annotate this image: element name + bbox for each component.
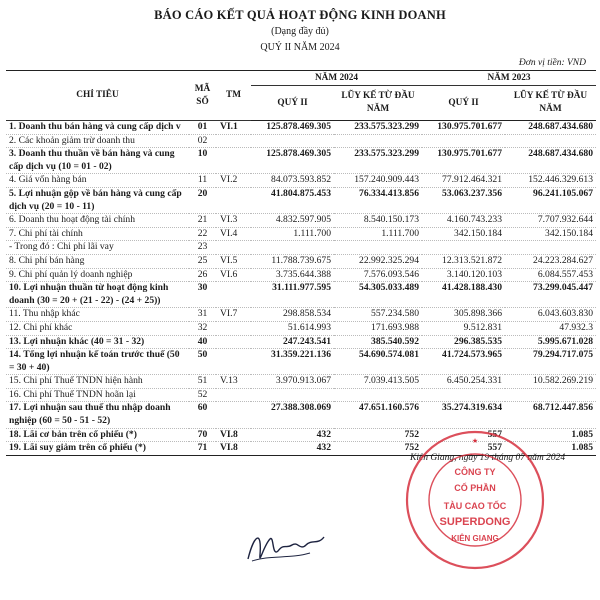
row-ytd-2024 [334, 134, 422, 148]
row-note: VI.8 [216, 442, 251, 456]
row-ytd-2023: 10.582.269.219 [505, 375, 596, 389]
table-row [6, 174, 596, 188]
header-year-2023: NĂM 2023 [422, 71, 596, 86]
row-indicator: 11. Thu nhập khác [6, 308, 189, 322]
row-indicator: 14. Tổng lợi nhuận kế toán trước thuế (50 = 30 + 40) [6, 349, 189, 375]
row-ytd-2023: 73.299.045.447 [505, 282, 596, 308]
row-note [216, 282, 251, 308]
row-q2-2024: 27.388.308.069 [251, 402, 334, 428]
row-indicator: 4. Giá vốn hàng bán [6, 174, 189, 188]
header-note: TM [216, 71, 251, 121]
row-ytd-2024: 385.540.592 [334, 335, 422, 349]
row-ytd-2023 [505, 241, 596, 255]
seal-text-line: KIÊN GIANG [451, 534, 499, 543]
row-note: VI.8 [216, 428, 251, 442]
row-note [216, 335, 251, 349]
row-code: 26 [189, 268, 216, 282]
row-ytd-2023: 47.932.3 [505, 321, 596, 335]
row-code: 10 [189, 148, 216, 174]
row-q2-2023: 41.724.573.965 [422, 349, 505, 375]
row-ytd-2024: 54.305.033.489 [334, 282, 422, 308]
row-q2-2024: 3.735.644.388 [251, 268, 334, 282]
row-q2-2023: 77.912.464.321 [422, 174, 505, 188]
row-q2-2023: 6.450.254.331 [422, 375, 505, 389]
row-note [216, 241, 251, 255]
row-q2-2023: 557 [422, 442, 505, 456]
currency-unit: Đơn vị tiền: VND [518, 58, 586, 68]
row-ytd-2024: 1.111.700 [334, 227, 422, 241]
row-ytd-2024: 47.651.160.576 [334, 402, 422, 428]
row-code: 30 [189, 282, 216, 308]
row-ytd-2023: 5.995.671.028 [505, 335, 596, 349]
row-ytd-2023: 248.687.434.680 [505, 121, 596, 135]
row-ytd-2023: 248.687.434.680 [505, 148, 596, 174]
row-code: 60 [189, 402, 216, 428]
report-subtitle: (Dạng đầy đủ) [271, 26, 329, 37]
row-q2-2024 [251, 134, 334, 148]
row-indicator: 7. Chi phí tài chính [6, 227, 189, 241]
row-indicator: 19. Lãi suy giảm trên cổ phiếu (*) [6, 442, 189, 456]
table-row [6, 335, 596, 349]
table-row [6, 321, 596, 335]
row-q2-2024 [251, 241, 334, 255]
row-note [216, 148, 251, 174]
row-q2-2024 [251, 388, 334, 402]
row-note: V.13 [216, 375, 251, 389]
row-q2-2024: 4.832.597.905 [251, 214, 334, 228]
header-year-2024: NĂM 2024 [251, 71, 422, 86]
row-ytd-2024: 7.576.093.546 [334, 268, 422, 282]
row-q2-2023: 130.975.701.677 [422, 121, 505, 135]
row-q2-2024: 125.878.469.305 [251, 148, 334, 174]
row-q2-2024: 51.614.993 [251, 321, 334, 335]
row-q2-2024: 1.111.700 [251, 227, 334, 241]
row-q2-2023: 9.512.831 [422, 321, 505, 335]
report-date: Kiên Giang, ngày 19 tháng 07 năm 2024 [410, 453, 566, 463]
row-q2-2024: 31.359.221.136 [251, 349, 334, 375]
row-note [216, 349, 251, 375]
row-code: 50 [189, 349, 216, 375]
row-ytd-2024: 22.992.325.294 [334, 254, 422, 268]
row-indicator: 17. Lợi nhuận sau thuế thu nhập doanh nghiệp (60 = 50 - 51 - 52) [6, 402, 189, 428]
row-ytd-2024: 54.690.574.081 [334, 349, 422, 375]
row-indicator: 18. Lãi cơ bản trên cổ phiếu (*) [6, 428, 189, 442]
table-row [6, 214, 596, 228]
seal-text-line: CÔNG TY [454, 467, 496, 477]
row-note: VI.2 [216, 174, 251, 188]
row-ytd-2023: 342.150.184 [505, 227, 596, 241]
seal-text-line: TÀU CAO TỐC [443, 501, 507, 511]
row-q2-2023: 305.898.366 [422, 308, 505, 322]
row-q2-2023 [422, 134, 505, 148]
row-note: VI.1 [216, 121, 251, 135]
header-code: MÃ SỐ [189, 71, 216, 121]
row-ytd-2024: 752 [334, 442, 422, 456]
row-q2-2024: 84.073.593.852 [251, 174, 334, 188]
table-row [6, 227, 596, 241]
row-ytd-2024: 7.039.413.505 [334, 375, 422, 389]
row-ytd-2023: 24.223.284.627 [505, 254, 596, 268]
row-code: 02 [189, 134, 216, 148]
header-indicator: CHỈ TIÊU [6, 71, 189, 121]
row-ytd-2023: 96.241.105.067 [505, 187, 596, 213]
row-q2-2024: 41.804.875.453 [251, 187, 334, 213]
row-ytd-2023 [505, 134, 596, 148]
row-ytd-2023: 6.043.603.830 [505, 308, 596, 322]
row-ytd-2023: 6.084.557.453 [505, 268, 596, 282]
row-q2-2023: 296.385.535 [422, 335, 505, 349]
row-note [216, 134, 251, 148]
row-q2-2024: 11.788.739.675 [251, 254, 334, 268]
row-q2-2023: 53.063.237.356 [422, 187, 505, 213]
row-code: 20 [189, 187, 216, 213]
table-row [6, 282, 596, 308]
row-ytd-2024: 171.693.988 [334, 321, 422, 335]
company-seal-stamp [400, 425, 550, 575]
row-q2-2023 [422, 241, 505, 255]
row-ytd-2023 [505, 388, 596, 402]
row-indicator: 9. Chi phí quản lý doanh nghiệp [6, 268, 189, 282]
row-q2-2023: 557 [422, 428, 505, 442]
row-q2-2024: 432 [251, 442, 334, 456]
row-indicator: 2. Các khoản giảm trừ doanh thu [6, 134, 189, 148]
row-ytd-2023: 1.085 [505, 442, 596, 456]
row-code: 25 [189, 254, 216, 268]
row-q2-2023: 41.428.188.430 [422, 282, 505, 308]
row-q2-2024: 247.243.541 [251, 335, 334, 349]
row-code: 31 [189, 308, 216, 322]
table-row [6, 388, 596, 402]
row-q2-2023: 12.313.521.872 [422, 254, 505, 268]
row-note: VI.6 [216, 268, 251, 282]
row-code: 70 [189, 428, 216, 442]
row-q2-2023: 4.160.743.233 [422, 214, 505, 228]
table-row [6, 308, 596, 322]
report-period: QUÝ II NĂM 2024 [260, 42, 340, 53]
table-row [6, 375, 596, 389]
row-q2-2023 [422, 388, 505, 402]
income-statement-table [6, 70, 596, 456]
row-ytd-2024 [334, 388, 422, 402]
table-row [6, 254, 596, 268]
row-q2-2024: 31.111.977.595 [251, 282, 334, 308]
row-code: 32 [189, 321, 216, 335]
table-row [6, 187, 596, 213]
header-q2-2024: QUÝ II [251, 86, 334, 121]
row-note: VI.3 [216, 214, 251, 228]
row-q2-2024: 298.858.534 [251, 308, 334, 322]
row-code: 11 [189, 174, 216, 188]
row-q2-2023: 130.975.701.677 [422, 148, 505, 174]
row-note [216, 388, 251, 402]
table-row [6, 241, 596, 255]
row-code: 22 [189, 227, 216, 241]
row-ytd-2023: 1.085 [505, 428, 596, 442]
row-indicator: 5. Lợi nhuận gộp về bán hàng và cung cấp dịch vụ (20 = 10 - 11) [6, 187, 189, 213]
row-ytd-2024: 752 [334, 428, 422, 442]
row-indicator: 3. Doanh thu thuần về bán hàng và cung cấp dịch vụ (10 = 01 - 02) [6, 148, 189, 174]
row-ytd-2023: 7.707.932.644 [505, 214, 596, 228]
row-note [216, 321, 251, 335]
svg-text:★: ★ [471, 438, 479, 445]
row-note: VI.7 [216, 308, 251, 322]
row-indicator: - Trong đó : Chi phí lãi vay [6, 241, 189, 255]
table-row [6, 148, 596, 174]
row-ytd-2024 [334, 241, 422, 255]
row-ytd-2024: 557.234.580 [334, 308, 422, 322]
row-q2-2024: 125.878.469.305 [251, 121, 334, 135]
row-note: VI.5 [216, 254, 251, 268]
table-row [6, 349, 596, 375]
row-ytd-2024: 157.240.909.443 [334, 174, 422, 188]
row-ytd-2024: 233.575.323.299 [334, 148, 422, 174]
seal-text-line: SUPERDONG [439, 516, 511, 528]
row-note: VI.4 [216, 227, 251, 241]
report-title: BÁO CÁO KẾT QUẢ HOẠT ĐỘNG KINH DOANH [154, 8, 446, 22]
header-ytd-2023: LŨY KẾ TỪ ĐẦU NĂM [505, 86, 596, 121]
row-indicator: 16. Chi phí Thuế TNDN hoãn lại [6, 388, 189, 402]
row-indicator: 10. Lợi nhuận thuần từ hoạt động kinh doanh (30 = 20 + (21 - 22) - (24 + 25)) [6, 282, 189, 308]
table-row [6, 121, 596, 135]
signature [240, 515, 340, 575]
row-indicator: 13. Lợi nhuận khác (40 = 31 - 32) [6, 335, 189, 349]
row-indicator: 8. Chi phí bán hàng [6, 254, 189, 268]
row-ytd-2024: 233.575.323.299 [334, 121, 422, 135]
row-q2-2023: 342.150.184 [422, 227, 505, 241]
row-code: 52 [189, 388, 216, 402]
header-q2-2023: QUÝ II [422, 86, 505, 121]
row-indicator: 15. Chi phí Thuế TNDN hiện hành [6, 375, 189, 389]
row-indicator: 12. Chi phí khác [6, 321, 189, 335]
row-code: 21 [189, 214, 216, 228]
row-indicator: 1. Doanh thu bán hàng và cung cấp dịch v [6, 121, 189, 135]
header-ytd-2024: LŨY KẾ TỪ ĐẦU NĂM [334, 86, 422, 121]
row-q2-2023: 35.274.319.634 [422, 402, 505, 428]
row-ytd-2023: 68.712.447.856 [505, 402, 596, 428]
row-code: 71 [189, 442, 216, 456]
table-row [6, 134, 596, 148]
row-note [216, 187, 251, 213]
row-q2-2024: 3.970.913.067 [251, 375, 334, 389]
row-ytd-2023: 152.446.329.613 [505, 174, 596, 188]
row-q2-2024: 432 [251, 428, 334, 442]
table-row [6, 268, 596, 282]
row-ytd-2024: 8.540.150.173 [334, 214, 422, 228]
seal-text-line: CỔ PHẦN [454, 483, 496, 493]
row-ytd-2024: 76.334.413.856 [334, 187, 422, 213]
row-code: 01 [189, 121, 216, 135]
row-indicator: 6. Doanh thu hoạt động tài chính [6, 214, 189, 228]
row-ytd-2023: 79.294.717.075 [505, 349, 596, 375]
row-code: 40 [189, 335, 216, 349]
row-code: 23 [189, 241, 216, 255]
row-q2-2023: 3.140.120.103 [422, 268, 505, 282]
row-note [216, 402, 251, 428]
row-code: 51 [189, 375, 216, 389]
